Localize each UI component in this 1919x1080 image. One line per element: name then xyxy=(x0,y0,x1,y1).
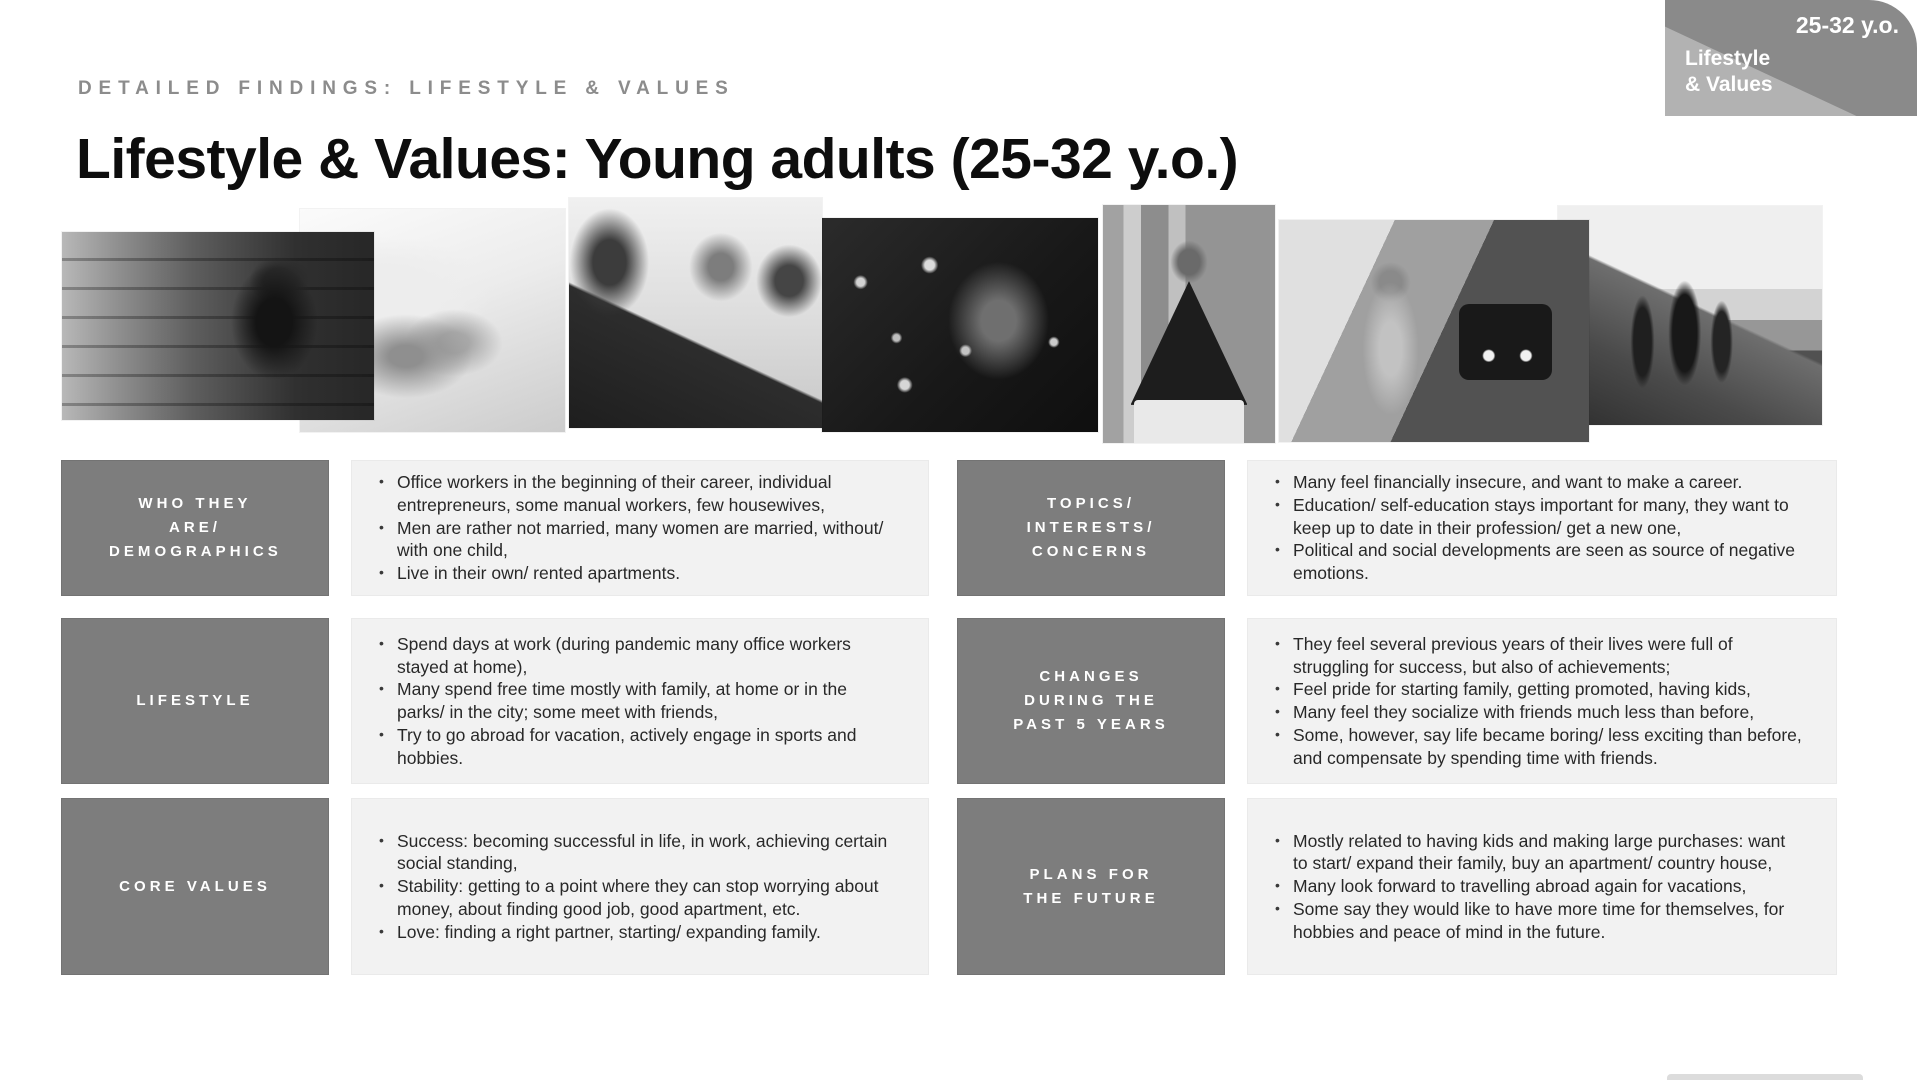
section-panel-plans-for-future xyxy=(1247,798,1837,975)
bullet-item: • Political and social developments are seen as source of negative emotions. xyxy=(1269,539,1803,585)
bullet-list xyxy=(1247,461,1837,595)
bullet-item: • Some, however, say life became boring/ less exciting than before, and compensate by spending time with friends. xyxy=(1269,724,1803,770)
bullet-item: • Men are rather not married, many women are married, without/ with one child, xyxy=(373,517,895,563)
section-panel-lifestyle xyxy=(351,618,929,784)
partial-element-bottom-right xyxy=(1667,1074,1863,1080)
section-label-plans-for-future xyxy=(957,798,1225,975)
section-label-text: LIFESTYLE xyxy=(136,692,254,709)
bullet-list xyxy=(351,623,929,780)
corner-tab-section-line1: Lifestyle xyxy=(1685,47,1771,70)
section-label-changes-past-5-years xyxy=(957,618,1225,784)
corner-tab-section-line2: & Values xyxy=(1685,73,1773,97)
section-panel-topics-interests-concerns xyxy=(1247,460,1837,596)
photo-couple-at-bar xyxy=(822,218,1098,432)
page-title: Lifestyle & Values: Young adults (25-32 y.o.) xyxy=(76,127,1239,191)
photo-traveler-train-bike-sign xyxy=(1279,220,1589,442)
bullet-item: • Feel pride for starting family, getting promoted, having kids, xyxy=(1269,678,1803,701)
bullet-item: • Live in their own/ rented apartments. xyxy=(373,562,895,585)
eyebrow-label: DETAILED FINDINGS: LIFESTYLE & VALUES xyxy=(78,78,735,99)
bullet-item: • Many feel financially insecure, and want to make a career. xyxy=(1269,471,1803,494)
bullet-item: • Spend days at work (during pandemic many office workers stayed at home), xyxy=(373,633,895,679)
section-label-text: WHO THEY ARE/ DEMOGRAPHICS xyxy=(109,495,282,560)
bullet-item: • Try to go abroad for vacation, actively engage in sports and hobbies. xyxy=(373,724,895,770)
photo-friends-on-mountain xyxy=(1558,206,1822,425)
section-panel-who-they-are xyxy=(351,460,929,596)
corner-tab-age-label: 25-32 y.o. xyxy=(1795,12,1899,38)
bullet-item: • Education/ self-education stays important for many, they want to keep up to date in their profession/ get a new one, xyxy=(1269,494,1803,540)
bullet-item: • Many spend free time mostly with family, at home or in the parks/ in the city; some meet with friends, xyxy=(373,678,895,724)
section-label-lifestyle xyxy=(61,618,329,784)
section-label-topics-interests-concerns xyxy=(957,460,1225,596)
bullet-item: • Love: finding a right partner, starting/ expanding family. xyxy=(373,921,895,944)
bullet-item: • Stability: getting to a point where they can stop worrying about money, about finding good job, good apartment, etc. xyxy=(373,875,895,921)
bullet-item: • Some say they would like to have more time for themselves, for hobbies and peace of mind in the future. xyxy=(1269,898,1803,944)
bullet-list xyxy=(1247,623,1837,780)
bullet-item: • Office workers in the beginning of their career, individual entrepreneurs, some manual workers, few housewives, xyxy=(373,471,895,517)
corner-tab-section-label xyxy=(1685,46,1773,99)
bullet-list xyxy=(351,461,929,595)
photo-two-women-at-laptop xyxy=(569,198,822,428)
section-label-core-values xyxy=(61,798,329,975)
section-label-text: TOPICS/ INTERESTS/ CONCERNS xyxy=(1026,495,1156,560)
bullet-list xyxy=(1247,820,1837,954)
bullet-item: • They feel several previous years of their lives were full of struggling for success, but also of achievements; xyxy=(1269,633,1803,679)
section-label-text: CORE VALUES xyxy=(119,877,271,895)
bullet-item: • Mostly related to having kids and making large purchases: want to start/ expand their family, buy an apartment/ country house, xyxy=(1269,830,1803,876)
bullet-item: • Many look forward to travelling abroad again for vacations, xyxy=(1269,875,1803,898)
section-panel-core-values xyxy=(351,798,929,975)
bullet-item: • Success: becoming successful in life, in work, achieving certain social standing, xyxy=(373,830,895,876)
section-label-who-they-are xyxy=(61,460,329,596)
section-panel-changes-past-5-years xyxy=(1247,618,1837,784)
bullet-item: • Many feel they socialize with friends much less than before, xyxy=(1269,701,1803,724)
bullet-list xyxy=(351,820,929,954)
photo-businessman-celebrating xyxy=(1103,205,1275,443)
photo-man-working-in-workshop xyxy=(62,232,374,420)
section-label-text: CHANGES DURING THE PAST 5 YEARS xyxy=(1013,668,1169,733)
section-label-text: PLANS FOR THE FUTURE xyxy=(1023,865,1159,907)
corner-section-tab xyxy=(1665,0,1917,116)
